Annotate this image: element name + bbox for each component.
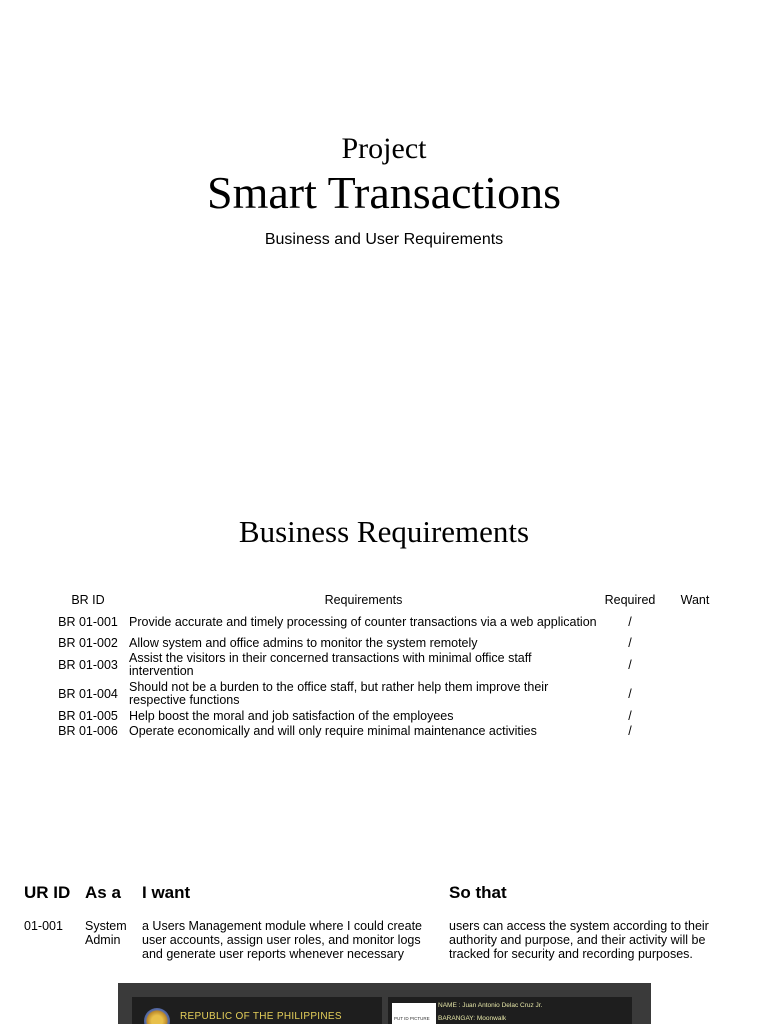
requirement-cell: Operate economically and will only require minimal maintenance activities: [129, 724, 537, 738]
required-mark: /: [628, 657, 632, 672]
table-row: [48, 636, 728, 651]
i-want-cell: a Users Management module where I could create user accounts, assign user roles, and monitor logs and generate user reports whenever necessary: [142, 919, 423, 961]
requirement-cell: Help boost the moral and job satisfaction of the employees: [129, 709, 454, 723]
required-mark: /: [628, 636, 632, 650]
column-header-ur-id: UR ID: [24, 883, 71, 902]
table-row: [48, 724, 728, 739]
as-a-cell: System Admin: [85, 919, 127, 947]
want-cell: [662, 608, 728, 636]
id-photo-placeholder: [392, 1003, 436, 1024]
br-id-cell: BR 01-003: [58, 657, 118, 672]
id-name-line: NAME : Juan Antonio Delac Cruz Jr.: [438, 1002, 543, 1009]
id-card-back: [388, 997, 632, 1024]
user-requirements-header: [24, 883, 744, 905]
id-card-front: [132, 997, 382, 1024]
want-cell: [662, 679, 728, 709]
br-id-cell: BR 01-002: [58, 636, 118, 650]
table-row: [48, 651, 728, 679]
required-mark: /: [628, 709, 632, 723]
table-header-row: [48, 591, 728, 608]
table-row: [48, 679, 728, 709]
want-cell: [662, 636, 728, 651]
want-cell: [662, 709, 728, 724]
want-cell: [662, 724, 728, 739]
table-row: [48, 608, 728, 636]
republic-label: REPUBLIC OF THE PHILIPPINES: [180, 1011, 342, 1022]
project-label: Project: [341, 132, 427, 165]
document-subtitle: Business and User Requirements: [264, 231, 504, 248]
column-header-so-that: So that: [449, 883, 507, 902]
id-barangay-line: BARANGAY: Moonwalk: [438, 1015, 507, 1022]
id-card-preview: [118, 983, 651, 1024]
requirement-cell: Assist the visitors in their concerned transactions with minimal office staff intervention: [129, 651, 532, 678]
required-mark: /: [628, 686, 632, 701]
column-header-required: Required: [604, 592, 656, 607]
business-requirements-table: [48, 591, 728, 739]
column-header-i-want: I want: [142, 883, 191, 902]
column-header-as-a: As a: [85, 883, 121, 902]
document-title: Smart Transactions: [207, 167, 561, 218]
br-id-cell: BR 01-004: [58, 686, 118, 701]
br-id-cell: BR 01-005: [58, 709, 118, 723]
philippine-seal-icon: [144, 1008, 170, 1024]
want-cell: [662, 651, 728, 679]
so-that-cell: users can access the system according to their authority and purpose, and their activity will be tracked for security and recording purposes.: [449, 919, 709, 961]
br-id-cell: BR 01-006: [58, 724, 118, 738]
column-header-requirements: Requirements: [324, 592, 403, 607]
requirement-cell: Provide accurate and timely processing of counter transactions via a web application: [129, 614, 597, 629]
br-id-cell: BR 01-001: [58, 614, 118, 629]
requirement-cell: Should not be a burden to the office staff, but rather help them improve their respective functions: [129, 680, 549, 707]
column-header-want: Want: [680, 592, 710, 607]
table-row: [48, 709, 728, 724]
photo-placeholder-label: PUT ID PICTURE: [394, 1016, 430, 1021]
ur-id-cell: 01-001: [24, 919, 63, 933]
column-header-br-id: BR ID: [71, 592, 105, 607]
required-mark: /: [628, 614, 632, 629]
business-requirements-heading: Business Requirements: [238, 514, 530, 549]
required-mark: /: [628, 724, 632, 738]
requirement-cell: Allow system and office admins to monitor the system remotely: [129, 636, 478, 650]
